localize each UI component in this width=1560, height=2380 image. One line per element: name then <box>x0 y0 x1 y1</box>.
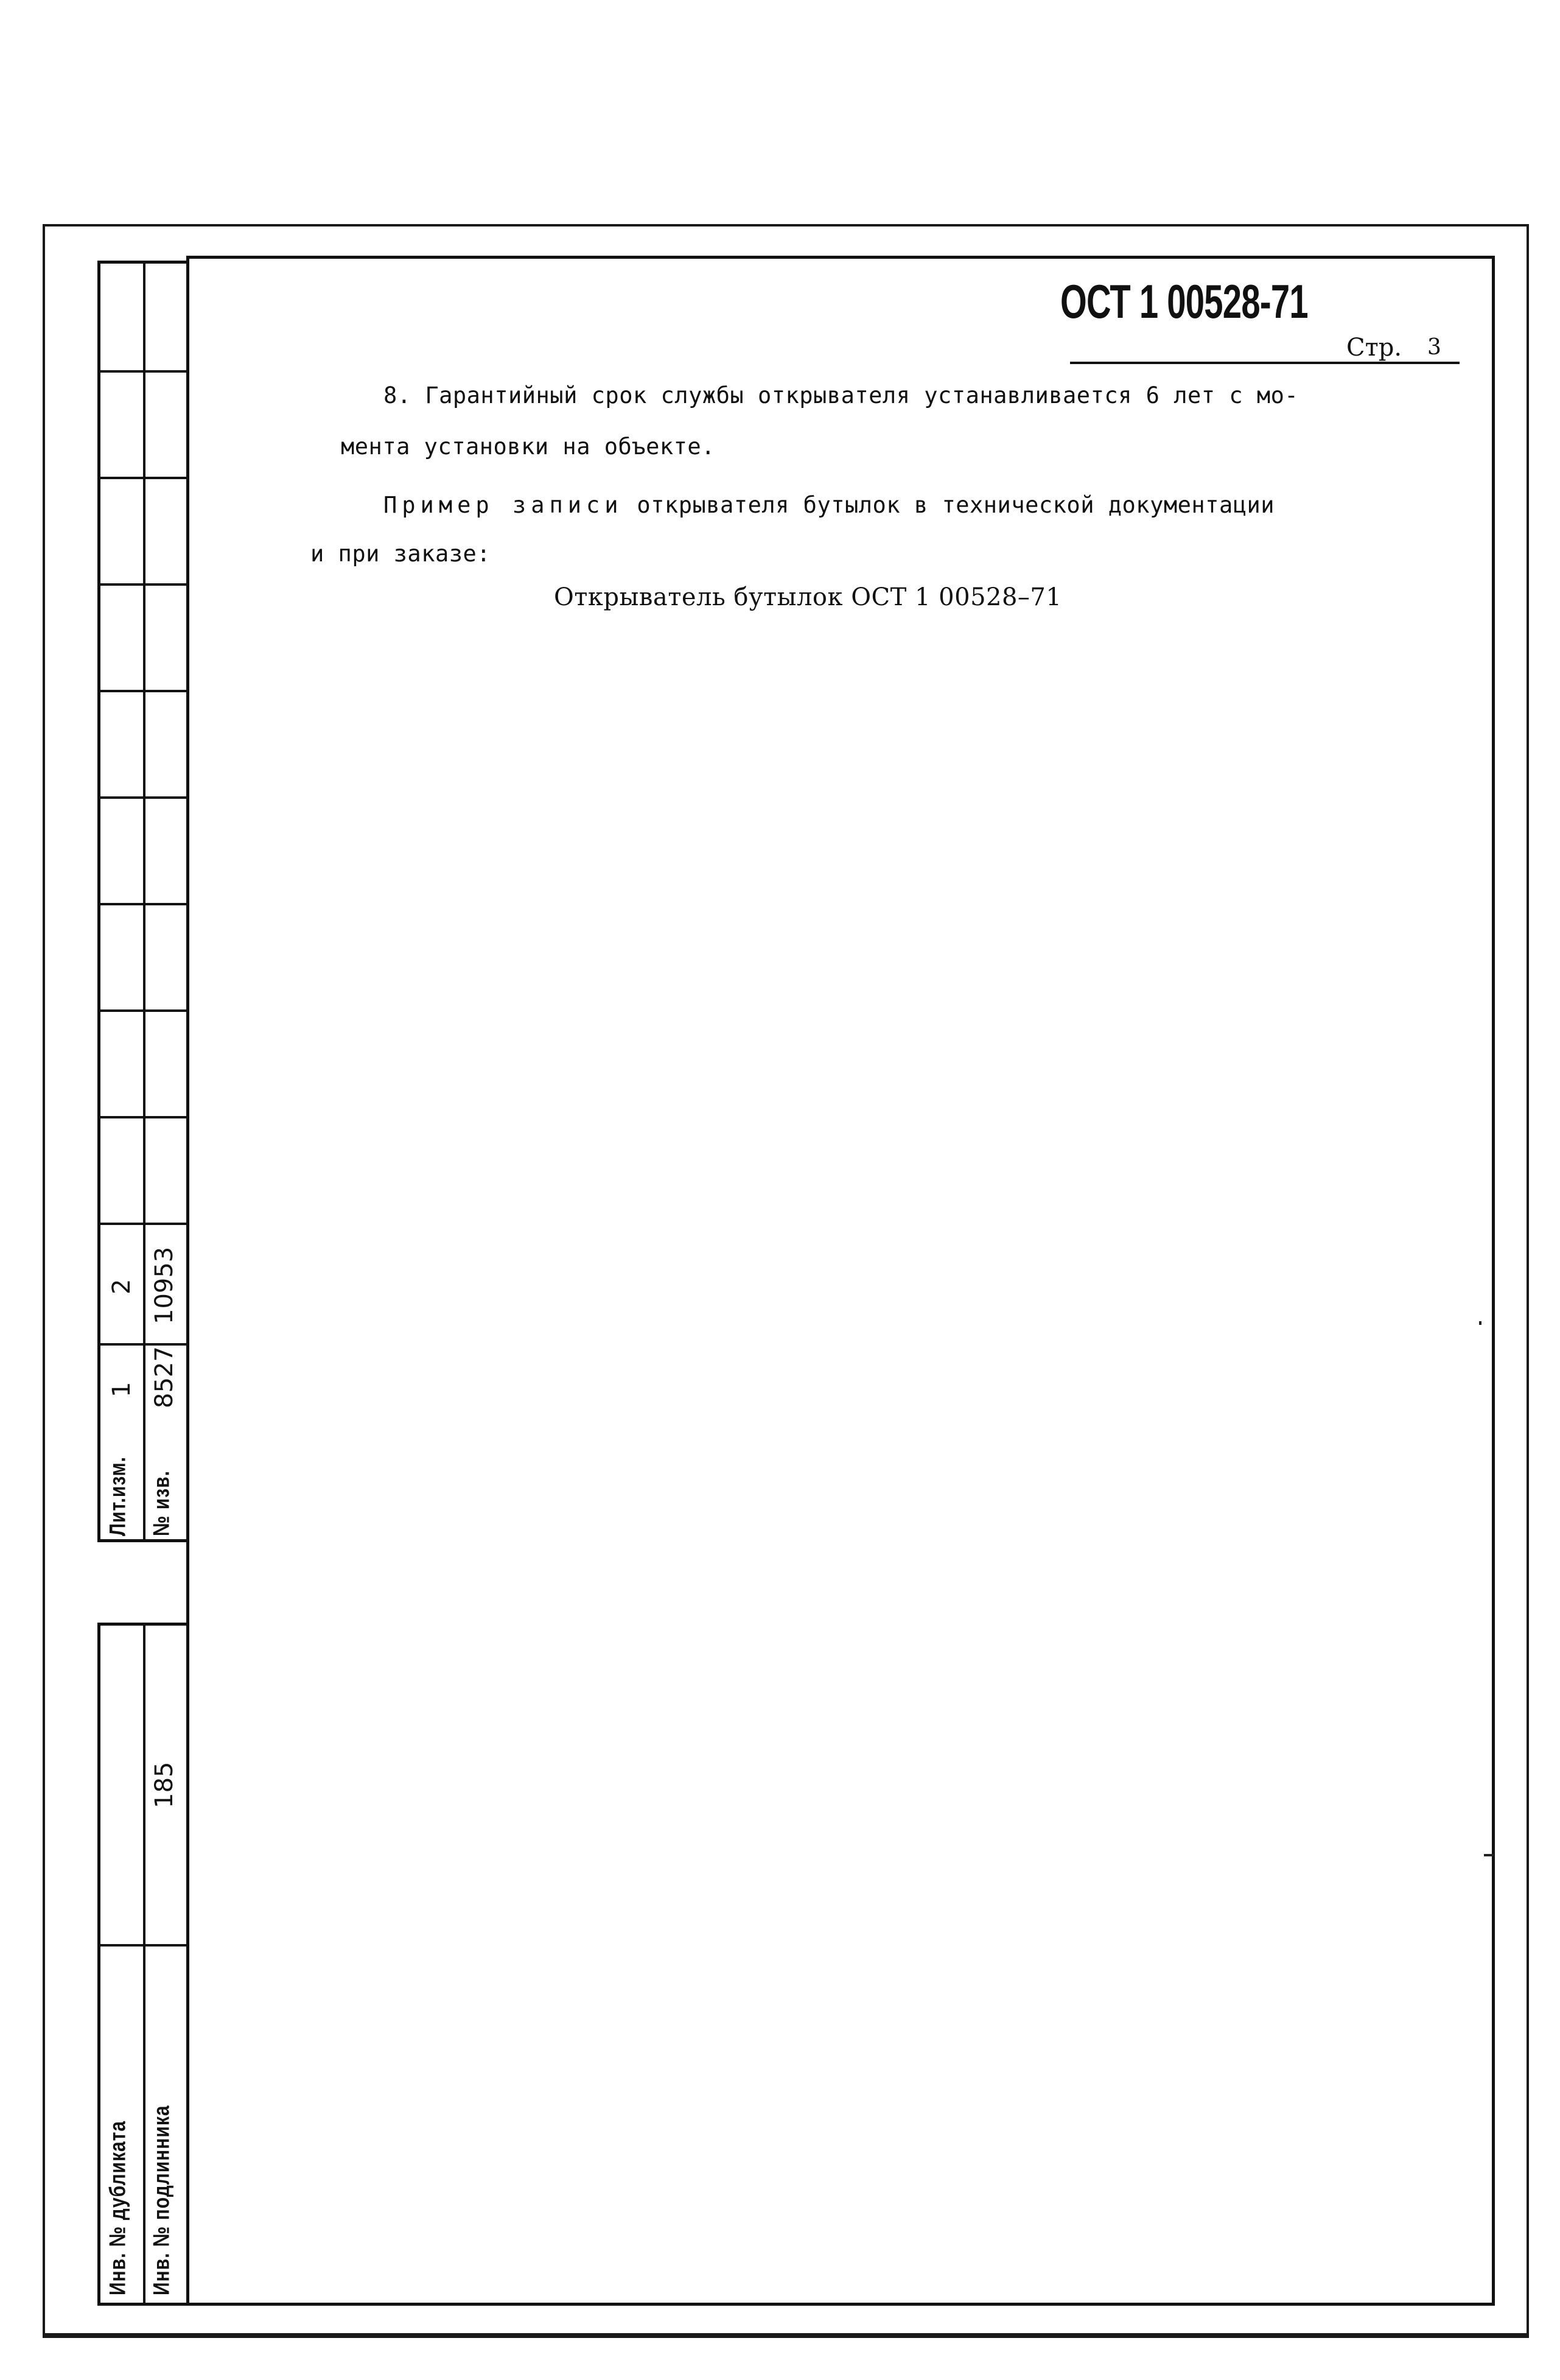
header-rule <box>1070 362 1460 364</box>
example-heading: Пример записи <box>383 492 623 518</box>
change-log-table <box>97 261 187 1542</box>
product-designation: Открыватель бутылок ОСТ 1 00528–71 <box>554 583 1062 611</box>
notice-number-1: 8527 <box>150 1346 178 1408</box>
paragraph-8-line-2: мента установки на объекте. <box>341 434 715 460</box>
duplicate-inventory-label: Инв. № дубликата <box>105 2120 131 2295</box>
scan-mark <box>1479 1321 1481 1325</box>
table-row-line <box>100 370 187 373</box>
paragraph-8-line-1: 8. Гарантийный срок службы открывателя устанавливается 6 лет с мо- <box>383 382 1299 409</box>
table-row-line <box>100 1944 187 1946</box>
change-number-2: 2 <box>108 1279 136 1294</box>
table-row-line <box>100 477 187 479</box>
inventory-divider <box>143 1626 145 2303</box>
inventory-table <box>97 1623 187 2306</box>
change-number-header: Лит.изм. <box>105 1456 131 1536</box>
original-inventory-label: Инв. № подлинника <box>149 2105 175 2295</box>
table-row-line <box>100 690 187 692</box>
original-inventory-number: 185 <box>150 1761 178 1808</box>
table-row-line <box>100 583 187 586</box>
change-number-1: 1 <box>108 1381 136 1397</box>
document-code: ОСТ 1 00528-71 <box>1060 275 1308 328</box>
table-row-line <box>100 1009 187 1012</box>
notice-number-2: 10953 <box>150 1246 178 1324</box>
table-row-line <box>100 796 187 799</box>
page-number: 3 <box>1427 335 1441 360</box>
example-paragraph-line-1 <box>383 492 1275 518</box>
scan-mark <box>1484 1854 1494 1856</box>
change-log-divider <box>143 264 145 1539</box>
table-row-line <box>100 1343 187 1346</box>
page-label: Стр. <box>1346 334 1402 362</box>
table-row-line <box>100 1223 187 1225</box>
notice-number-header: № изв. <box>149 1470 175 1536</box>
table-row-line <box>100 1116 187 1118</box>
example-paragraph-line-2: и при заказе: <box>310 541 491 567</box>
table-row-line <box>100 903 187 905</box>
example-text: открывателя бутылок в технической документации <box>623 492 1275 518</box>
